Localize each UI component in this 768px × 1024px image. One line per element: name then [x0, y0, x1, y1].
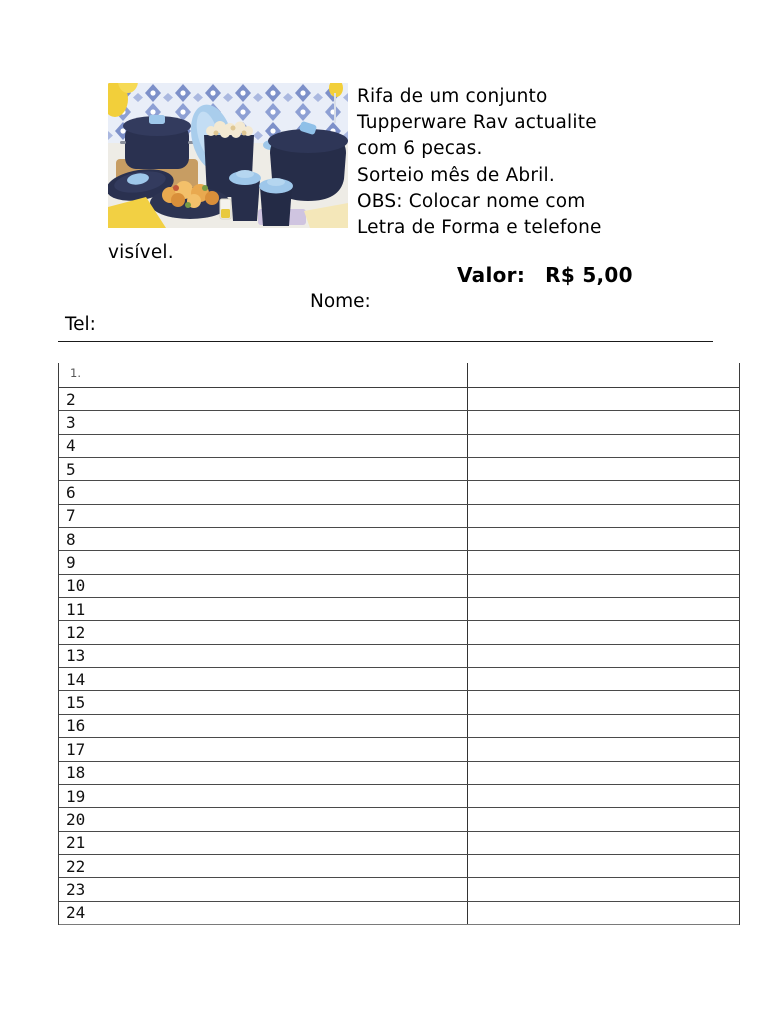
entry-phone-cell[interactable] — [468, 855, 739, 877]
entry-name-cell[interactable] — [59, 762, 468, 784]
table-row — [59, 575, 739, 598]
entry-number: 17 — [66, 739, 86, 759]
entry-name-cell[interactable] — [59, 388, 468, 410]
entry-phone-cell[interactable] — [468, 808, 739, 830]
entry-name-cell[interactable] — [59, 528, 468, 550]
table-row — [59, 505, 739, 528]
entry-number: 13 — [66, 646, 86, 666]
price-amount: R$ 5,00 — [545, 263, 633, 287]
table-row — [59, 411, 739, 434]
entry-phone-cell[interactable] — [468, 551, 739, 573]
entry-phone-cell[interactable] — [468, 902, 739, 924]
entry-number: 23 — [66, 879, 86, 899]
price-line — [457, 263, 633, 287]
entry-number: 18 — [66, 763, 86, 783]
tupperware-photo-illustration — [108, 83, 348, 228]
raffle-description — [357, 84, 687, 241]
description-line: com 6 pecas. — [357, 138, 483, 160]
tupperware-product-photo — [108, 83, 348, 228]
table-row — [59, 363, 739, 388]
entry-phone-cell[interactable] — [468, 621, 739, 643]
entry-number: 5 — [66, 459, 76, 479]
entry-phone-cell[interactable] — [468, 668, 739, 690]
entry-number: 11 — [66, 599, 86, 619]
entry-phone-cell[interactable] — [468, 411, 739, 433]
table-row — [59, 691, 739, 714]
entry-phone-cell[interactable] — [468, 785, 739, 807]
entry-name-cell[interactable] — [59, 902, 468, 924]
entry-name-cell[interactable] — [59, 832, 468, 854]
entry-name-cell[interactable] — [59, 411, 468, 433]
entry-phone-cell[interactable] — [468, 738, 739, 760]
name-label: Nome: — [310, 291, 371, 312]
entry-name-cell[interactable] — [59, 551, 468, 573]
entry-number: 20 — [66, 809, 86, 829]
entry-phone-cell[interactable] — [468, 363, 739, 387]
table-row — [59, 458, 739, 481]
table-row — [59, 668, 739, 691]
description-line: OBS: Colocar nome com — [357, 190, 586, 212]
entry-number: 4 — [66, 436, 76, 456]
table-row — [59, 598, 739, 621]
entry-phone-cell[interactable] — [468, 435, 739, 457]
table-row — [59, 902, 739, 925]
entry-name-cell[interactable] — [59, 808, 468, 830]
entry-number: 1. — [70, 366, 81, 380]
entry-phone-cell[interactable] — [468, 878, 739, 900]
entry-name-cell[interactable] — [59, 715, 468, 737]
entry-name-cell[interactable] — [59, 691, 468, 713]
table-row — [59, 785, 739, 808]
entry-phone-cell[interactable] — [468, 832, 739, 854]
entry-phone-cell[interactable] — [468, 481, 739, 503]
table-row — [59, 388, 739, 411]
table-row — [59, 528, 739, 551]
table-row — [59, 551, 739, 574]
table-row — [59, 808, 739, 831]
entry-name-cell[interactable] — [59, 458, 468, 480]
table-row — [59, 762, 739, 785]
entry-phone-cell[interactable] — [468, 388, 739, 410]
entry-name-cell[interactable] — [59, 878, 468, 900]
entry-number: 6 — [66, 483, 76, 503]
entry-name-cell[interactable] — [59, 855, 468, 877]
description-line: Tupperware Rav actualite — [357, 112, 597, 134]
table-row — [59, 645, 739, 668]
entry-name-cell[interactable] — [59, 575, 468, 597]
entry-phone-cell[interactable] — [468, 645, 739, 667]
entry-number: 7 — [66, 506, 76, 526]
entry-phone-cell[interactable] — [468, 691, 739, 713]
entry-number: 9 — [66, 553, 76, 573]
raffle-description-continuation: visível. — [108, 242, 174, 263]
entry-number: 15 — [66, 693, 86, 713]
description-line: Rifa de um conjunto — [357, 86, 548, 107]
entry-name-cell[interactable] — [59, 668, 468, 690]
table-row — [59, 855, 739, 878]
table-row — [59, 715, 739, 738]
raffle-entries-table — [58, 363, 740, 925]
description-line: Letra de Forma e telefone — [357, 217, 602, 239]
table-row — [59, 832, 739, 855]
price-label: Valor: — [457, 263, 526, 287]
entry-name-cell[interactable] — [59, 481, 468, 503]
table-row — [59, 621, 739, 644]
entry-number: 21 — [66, 833, 86, 853]
entry-phone-cell[interactable] — [468, 762, 739, 784]
entry-name-cell[interactable] — [59, 621, 468, 643]
table-row — [59, 738, 739, 761]
entry-number: 24 — [66, 903, 86, 923]
entry-number: 3 — [66, 413, 76, 433]
entry-phone-cell[interactable] — [468, 575, 739, 597]
entry-phone-cell[interactable] — [468, 598, 739, 620]
entry-phone-cell[interactable] — [468, 458, 739, 480]
entry-name-cell[interactable] — [59, 785, 468, 807]
description-line: Sorteio mês de Abril. — [357, 164, 555, 186]
entry-phone-cell[interactable] — [468, 528, 739, 550]
entry-number: 10 — [66, 576, 86, 596]
entry-name-cell[interactable] — [59, 435, 468, 457]
entry-number: 22 — [66, 856, 86, 876]
entry-phone-cell[interactable] — [468, 715, 739, 737]
entry-number: 12 — [66, 623, 86, 643]
phone-label: Tel: — [65, 314, 96, 335]
table-row — [59, 878, 739, 901]
entry-number: 16 — [66, 716, 86, 736]
entry-number: 8 — [66, 529, 76, 549]
phone-line[interactable] — [58, 314, 713, 342]
entry-name-cell[interactable] — [59, 505, 468, 527]
entry-number: 2 — [66, 389, 76, 409]
table-row — [59, 435, 739, 458]
entry-number: 14 — [66, 669, 86, 689]
entry-name-cell[interactable] — [59, 645, 468, 667]
table-row — [59, 481, 739, 504]
entry-number: 19 — [66, 786, 86, 806]
entry-phone-cell[interactable] — [468, 505, 739, 527]
entry-name-cell[interactable] — [59, 598, 468, 620]
entry-name-cell[interactable] — [59, 738, 468, 760]
entry-name-cell[interactable] — [59, 363, 468, 387]
